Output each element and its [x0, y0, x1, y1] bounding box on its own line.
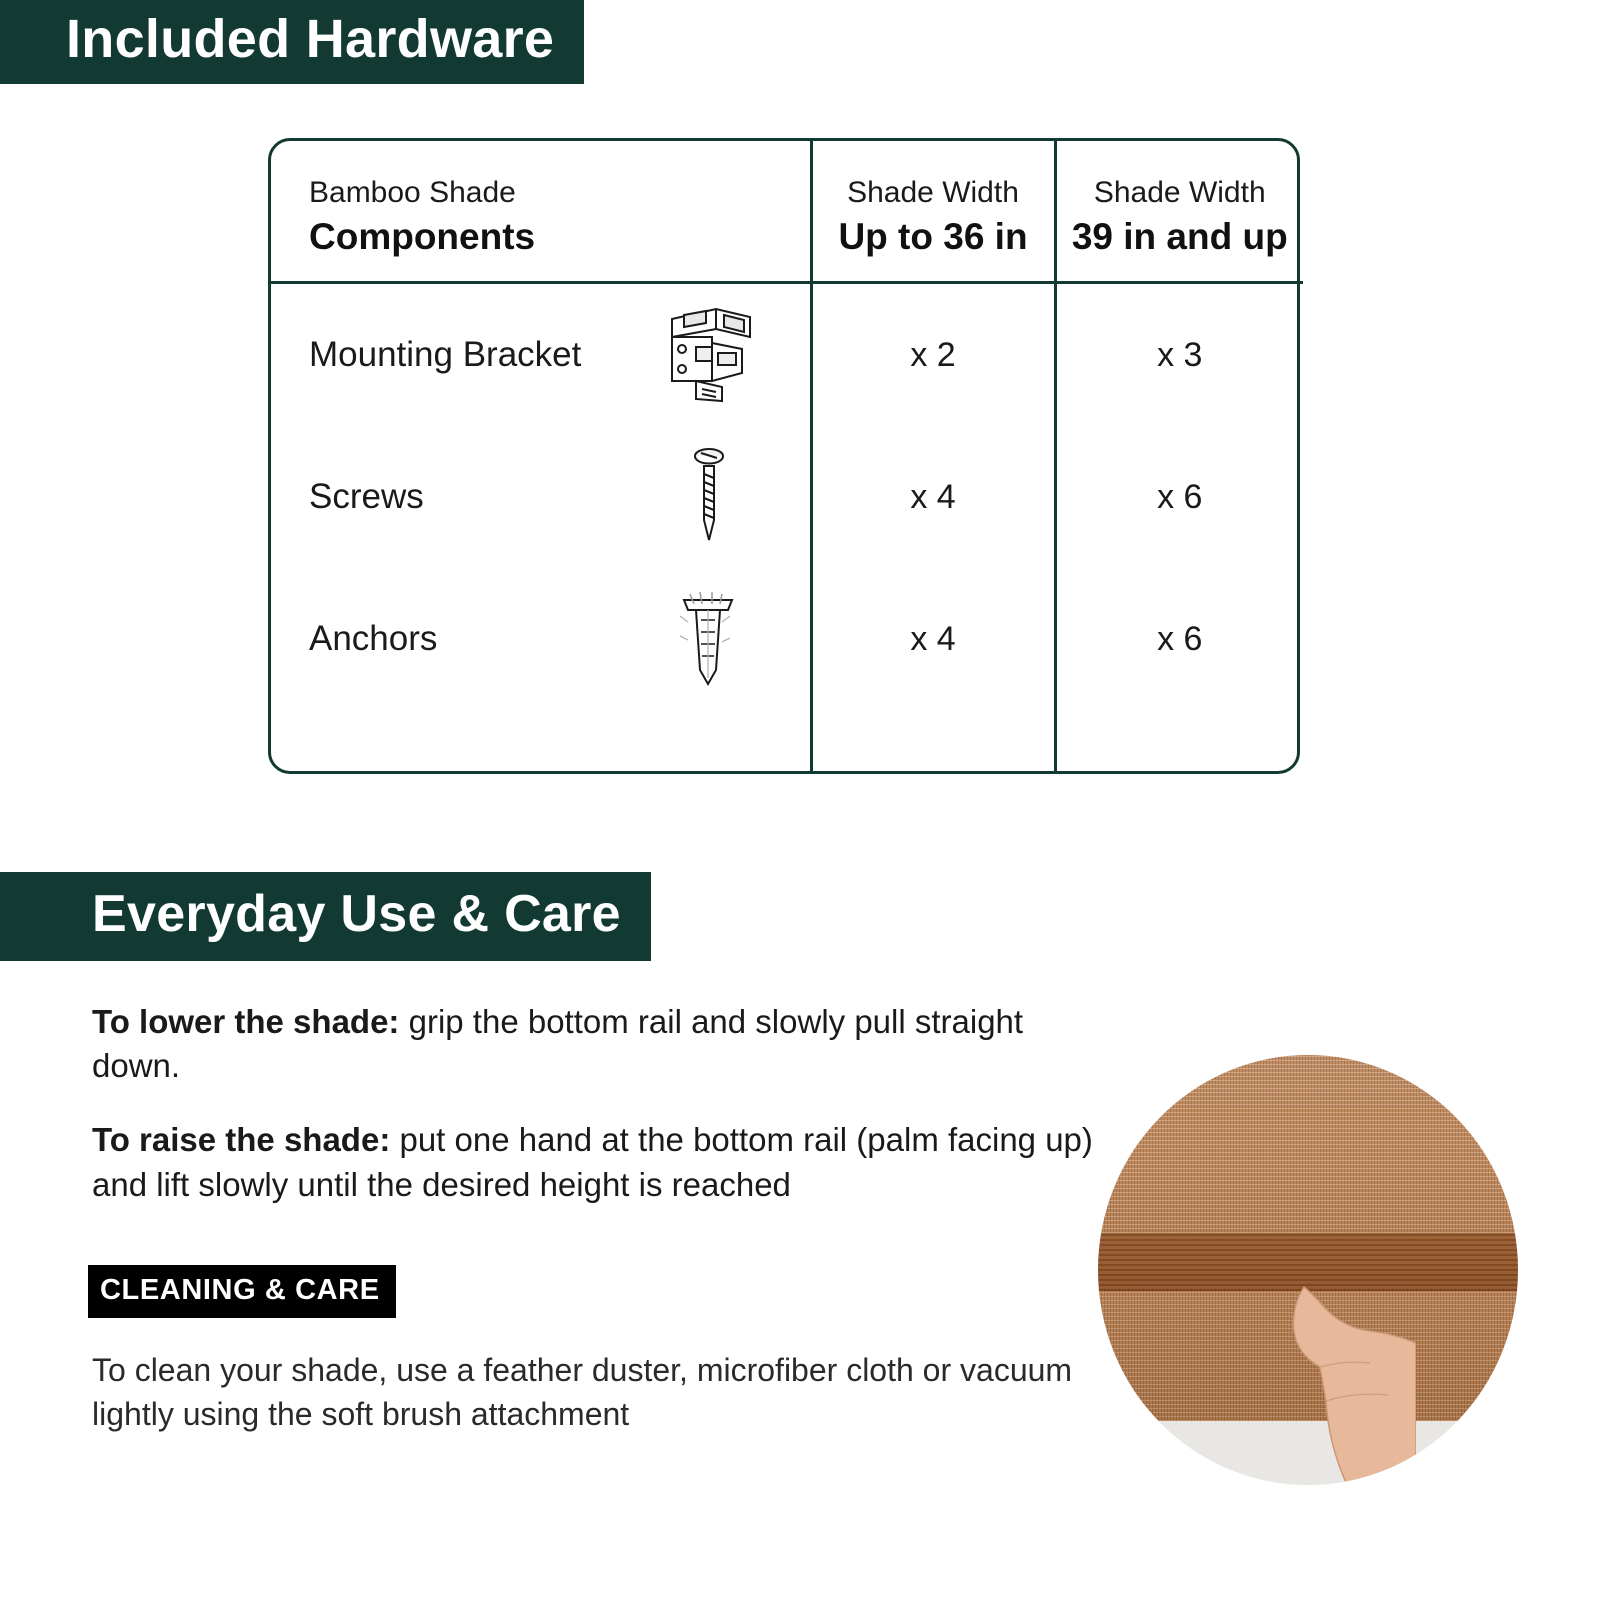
component-label: Mounting Bracket — [309, 335, 582, 375]
lower-shade-instruction — [92, 1000, 1102, 1088]
hardware-section-banner: Included Hardware — [0, 0, 584, 84]
qty-large-anchors: x 6 — [1055, 568, 1303, 710]
header-components-small: Bamboo Shade — [309, 176, 516, 209]
spacer-cell — [1055, 710, 1303, 772]
table-header-row — [271, 141, 1303, 283]
spacer-cell — [811, 710, 1055, 772]
lower-shade-text: grip the bottom rail and slowly pull straight down. — [92, 1003, 1024, 1085]
table-row-spacer — [271, 710, 1303, 772]
qty-large-screws: x 6 — [1055, 426, 1303, 568]
qty-small-screws: x 4 — [811, 426, 1055, 568]
header-col2-big: 39 in and up — [1071, 216, 1288, 257]
raise-shade-text: put one hand at the bottom rail (palm facing up) and lift slowly until the desired height is reached — [92, 1121, 1093, 1203]
component-label: Screws — [309, 477, 424, 517]
qty-small-mounting-bracket: x 2 — [811, 283, 1055, 427]
qty-small-anchors: x 4 — [811, 568, 1055, 710]
care-section-banner: Everyday Use & Care — [0, 872, 651, 961]
table-row — [271, 283, 1303, 427]
shade-weave-upper — [1098, 1055, 1518, 1233]
header-width-up-to-36 — [811, 141, 1055, 283]
anchor-icon — [649, 584, 769, 694]
lower-shade-label: To lower the shade: — [92, 1003, 400, 1040]
header-width-39-and-up — [1055, 141, 1303, 283]
table-row — [271, 568, 1303, 710]
row-component-screws — [271, 426, 811, 568]
hardware-table-card — [268, 138, 1300, 774]
header-col1-small: Shade Width — [847, 176, 1019, 209]
row-component-anchors — [271, 568, 811, 710]
row-component-mounting-bracket — [271, 283, 811, 427]
header-components-big: Components — [309, 216, 536, 257]
hardware-table — [271, 141, 1303, 772]
shade-photo — [1098, 1055, 1518, 1485]
component-label: Anchors — [309, 619, 438, 659]
cleaning-care-tag: CLEANING & CARE — [88, 1265, 396, 1318]
care-instructions — [92, 1000, 1102, 1237]
spacer-cell — [271, 710, 811, 772]
header-components — [271, 141, 811, 283]
raise-shade-label: To raise the shade: — [92, 1121, 391, 1159]
raise-shade-instruction — [92, 1118, 1102, 1206]
hand-illustration — [1266, 1251, 1416, 1485]
table-row — [271, 426, 1303, 568]
screw-icon — [649, 442, 769, 552]
mounting-bracket-icon — [649, 300, 769, 410]
cleaning-care-text: To clean your shade, use a feather duster, microfiber cloth or vacuum lightly using the soft brush attachment — [92, 1352, 1073, 1433]
header-col2-small: Shade Width — [1093, 176, 1266, 209]
qty-large-mounting-bracket: x 3 — [1055, 283, 1303, 427]
header-col1-big: Up to 36 in — [838, 216, 1028, 257]
